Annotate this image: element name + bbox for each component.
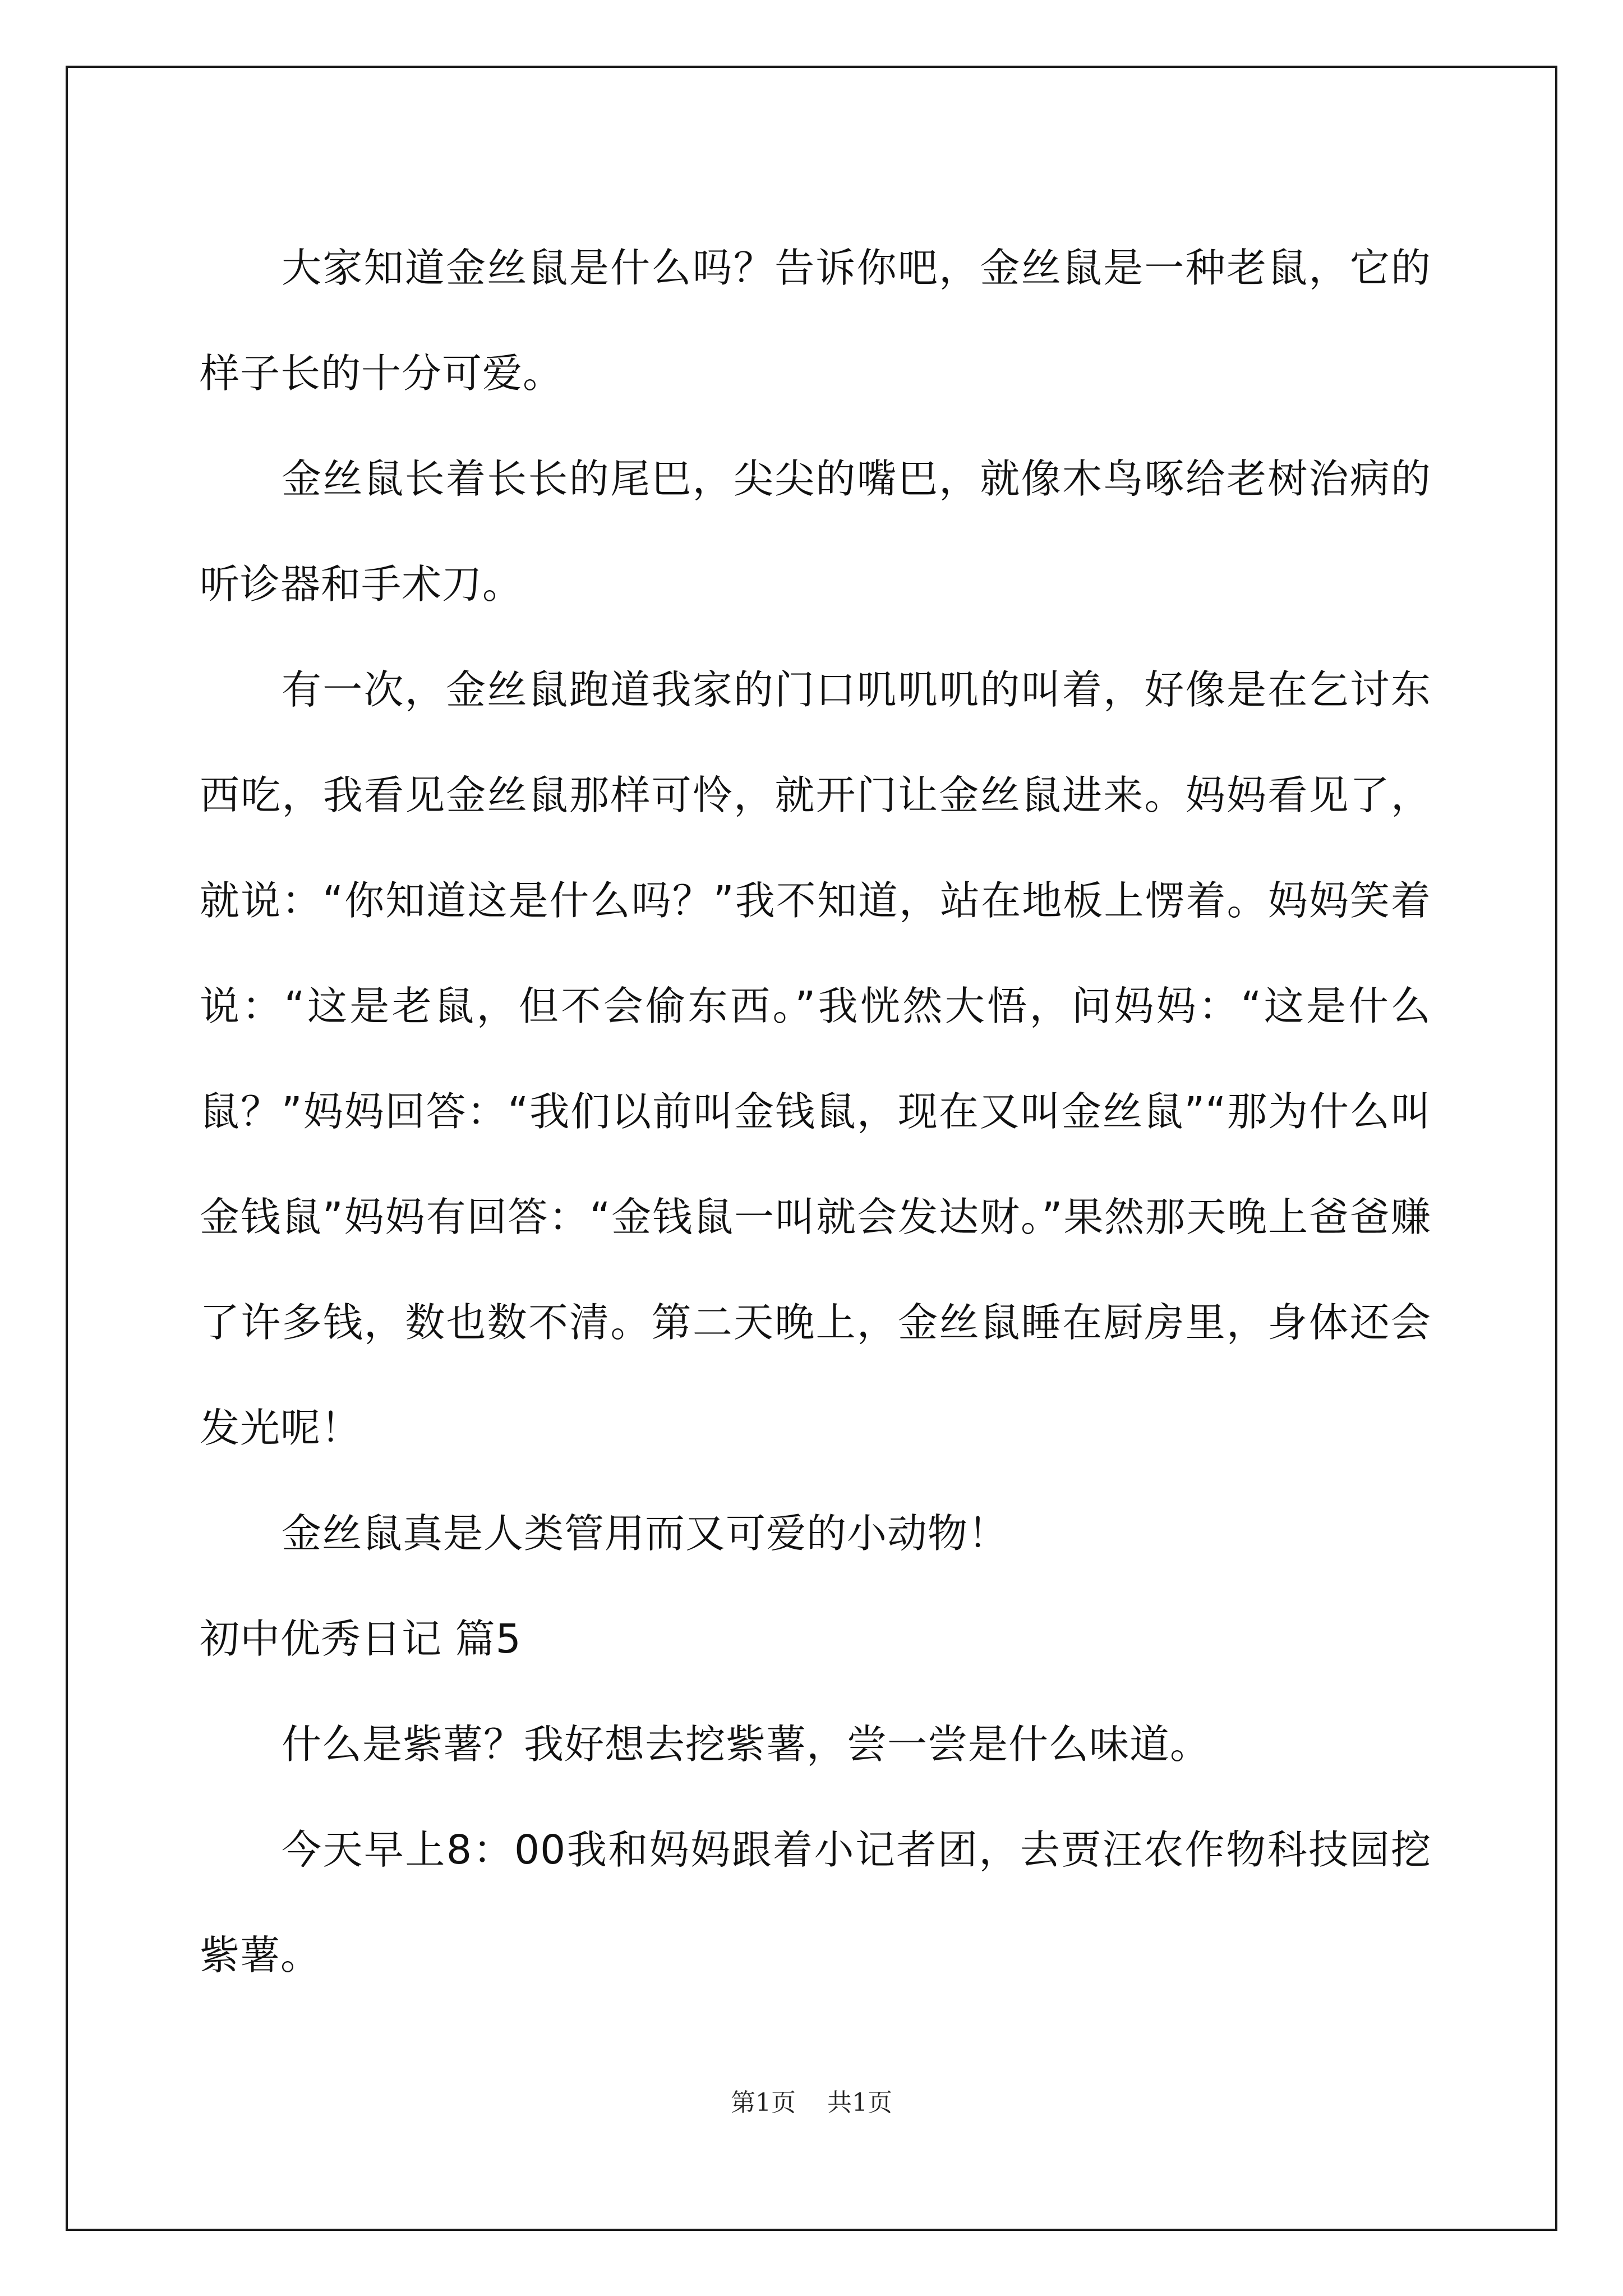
paragraph: 今天早上8：00我和妈妈跟着小记者团，去贾汪农作物科技园挖紫薯。 bbox=[200, 1826, 1431, 1978]
paragraph: 什么是紫薯？我好想去挖紫薯，尝一尝是什么味道。 bbox=[282, 1721, 1211, 1768]
page-number-current: 第1页 bbox=[731, 2088, 796, 2117]
paragraph: 有一次，金丝鼠跑道我家的门口叽叽叽的叫着，好像是在乞讨东西吃，我看见金丝鼠那样可怜，就开门让金丝鼠进来。妈妈看见了，就说：“你知道这是什么吗？”我不知道，站在地板上愣着。妈妈笑着说：“这是老鼠，但不会偷东西。”我恍然大悟，问妈妈：“这是什么鼠？”妈妈回答：“我们以前叫金钱鼠，现在又叫金丝鼠”“那为什么叫金钱鼠”妈妈有回答：“金钱鼠一叫就会发达财。”果然那天晚上爸爸赚了许多钱，数也数不清。第二天晚上，金丝鼠睡在厨房里，身体还会发光呢！ bbox=[200, 666, 1431, 1451]
paragraph: 金丝鼠长着长长的尾巴，尖尖的嘴巴，就像木鸟啄给老树治病的听诊器和手术刀。 bbox=[200, 455, 1431, 608]
document-body bbox=[200, 215, 1431, 2008]
section-heading: 初中优秀日记 篇5 bbox=[200, 1616, 522, 1662]
paragraph: 大家知道金丝鼠是什么吗？告诉你吧，金丝鼠是一种老鼠，它的样子长的十分可爱。 bbox=[200, 245, 1431, 397]
paragraph: 金丝鼠真是人类管用而又可爱的小动物！ bbox=[282, 1510, 1009, 1557]
page-number-total: 共1页 bbox=[827, 2088, 892, 2117]
page-footer bbox=[0, 2082, 1623, 2118]
